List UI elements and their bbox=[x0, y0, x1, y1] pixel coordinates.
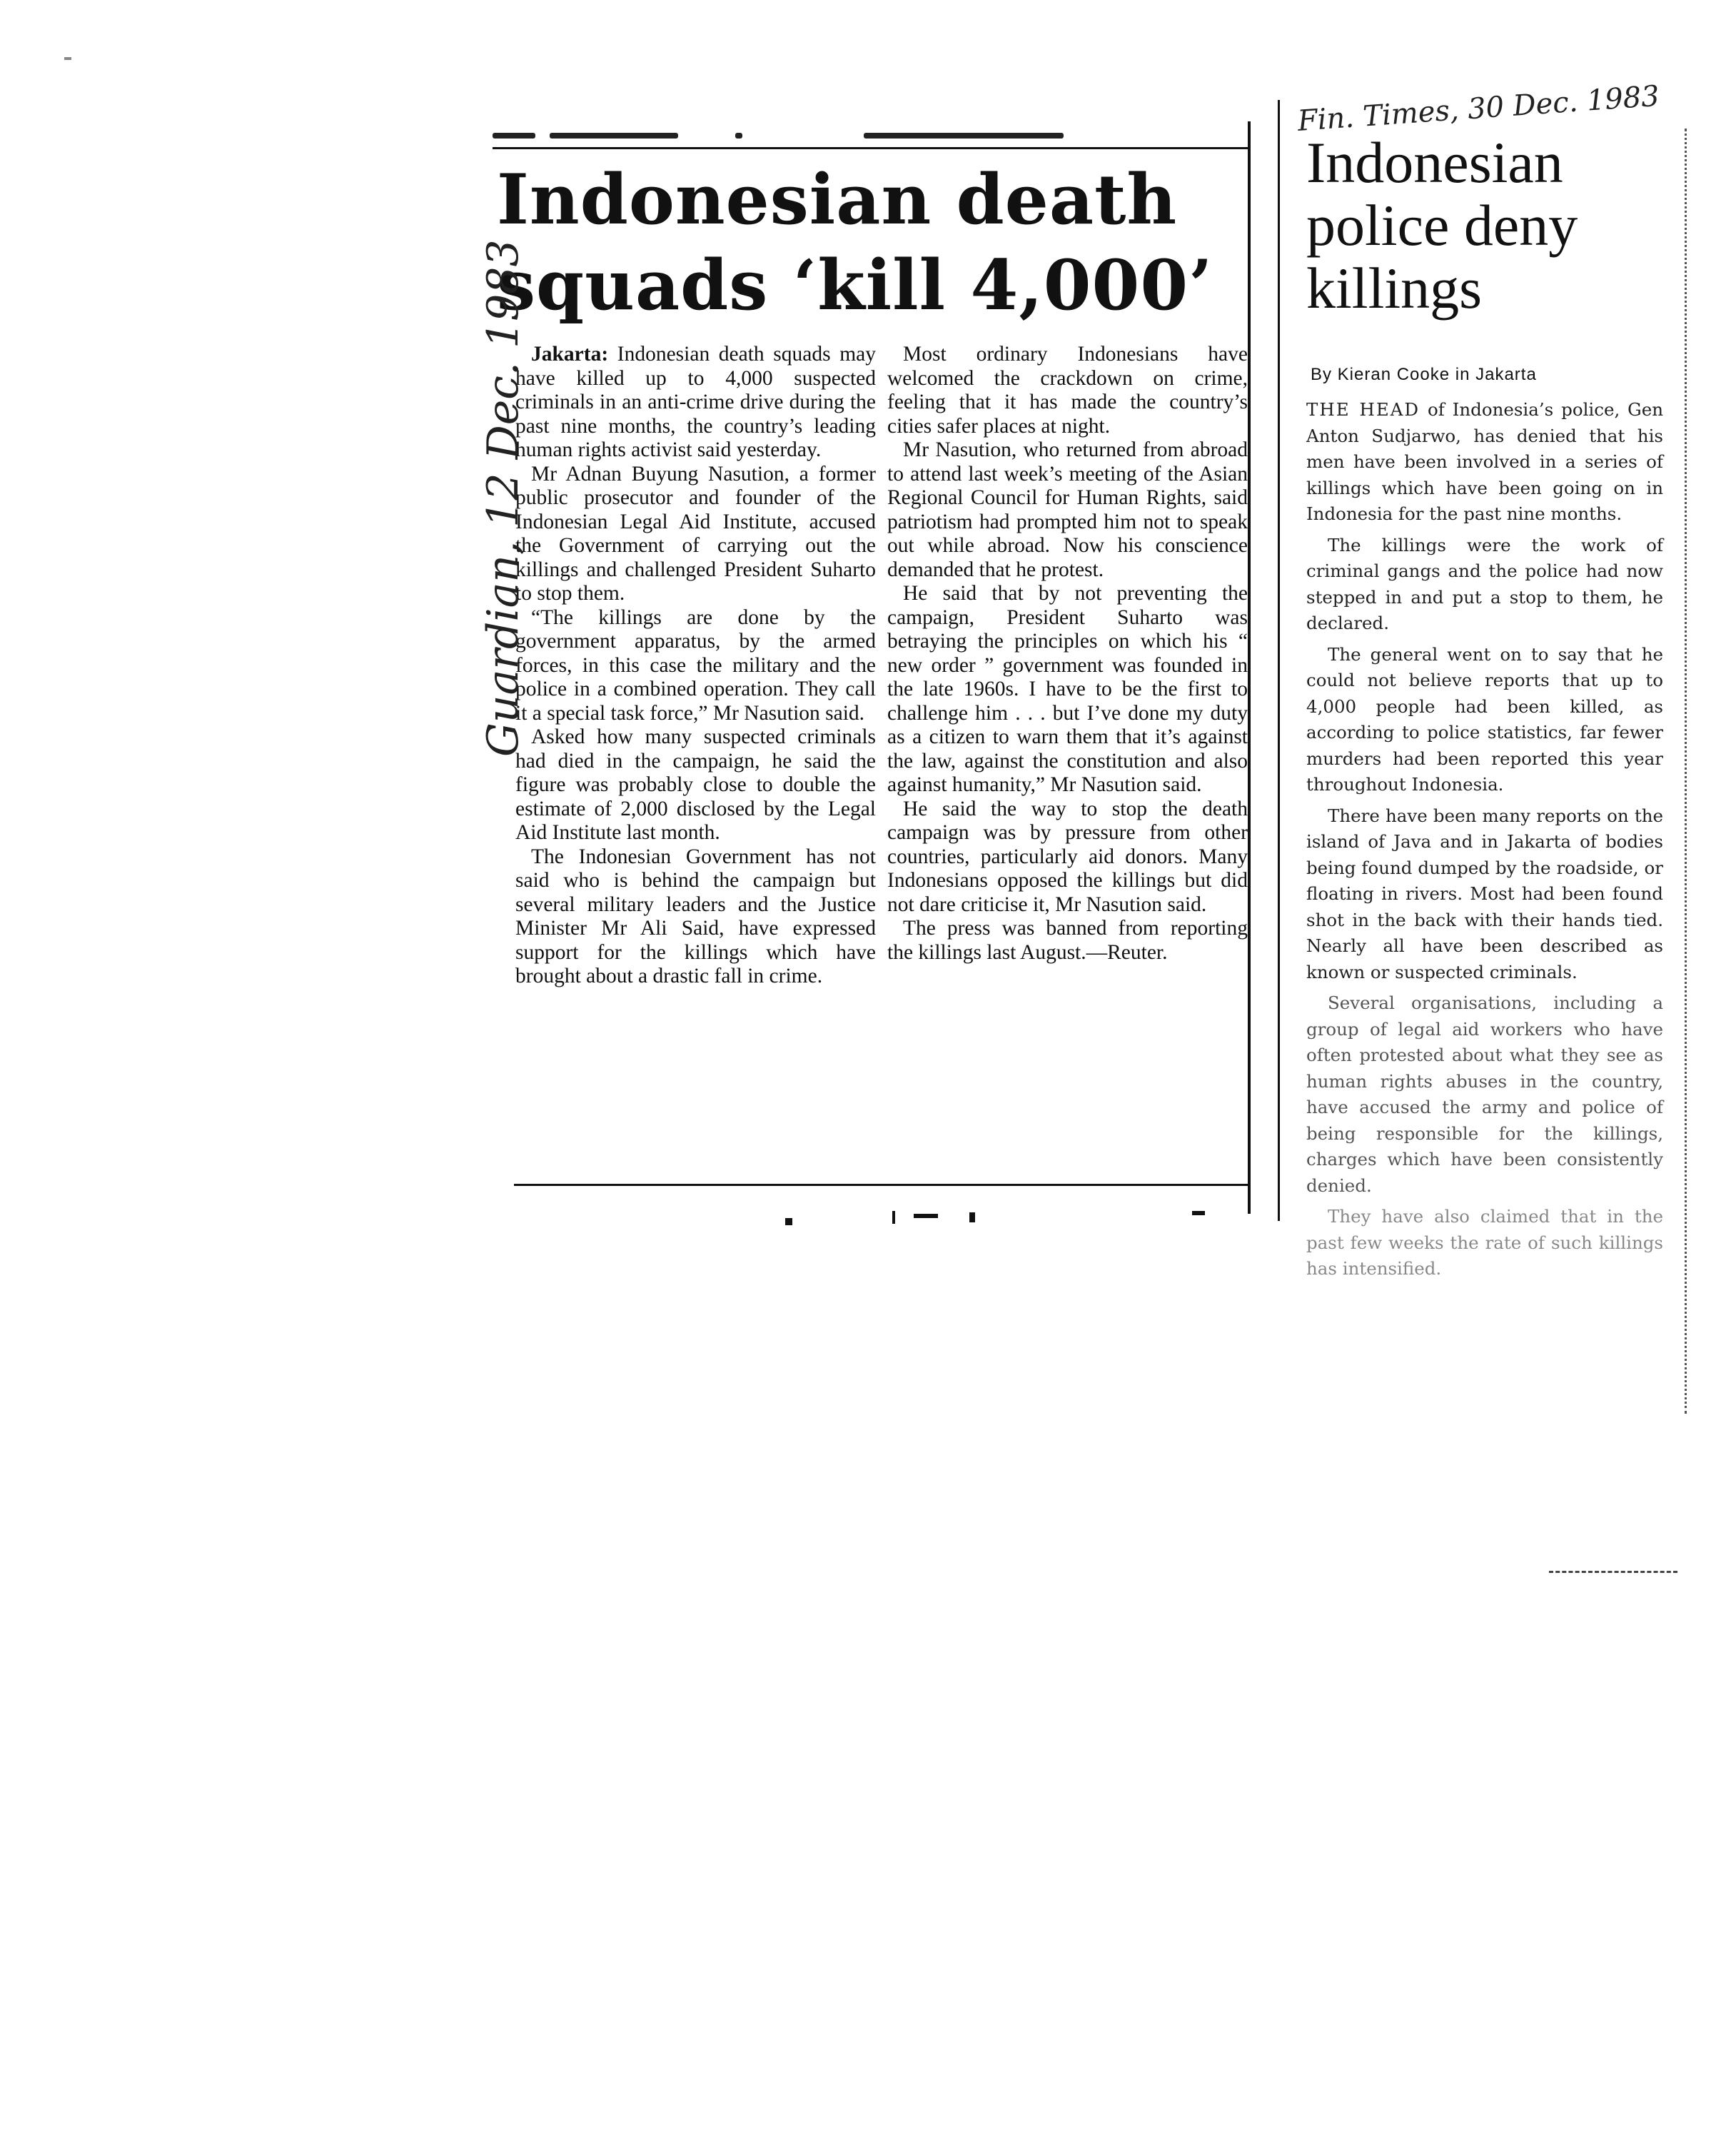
footer-rule bbox=[514, 1184, 1249, 1186]
ft-clipping bbox=[1278, 79, 1706, 1599]
clipping-edge-rule bbox=[1278, 100, 1280, 1221]
guardian-paragraph: The Indonesian Government has not said who is behind the campaign but several military leaders and the Justice Minister Mr Ali Said, have expressed support for the killings which have brought about a drastic fall in crime. bbox=[515, 845, 876, 987]
guardian-paragraph: Mr Nasution, who returned from abroad to attend last week’s meeting of the Asian Regional Council for Human Rights, said patriotism had prompted him not to speak out while abroad. Now his conscience demanded that he protest. bbox=[887, 438, 1248, 581]
ft-article-body bbox=[1306, 397, 1663, 1287]
guardian-headline-line1: Indonesian death bbox=[497, 159, 1178, 240]
guardian-clipping bbox=[493, 114, 1278, 1228]
ft-headline-line1: Indonesian bbox=[1306, 130, 1563, 195]
ft-paragraph: The general went on to say that he could not believe reports that up to 4,000 people had been killed, as according to police statistics, far fewer murders had been reported this year throughout Indonesia. bbox=[1306, 643, 1663, 795]
ft-paragraph: THE HEAD of Indonesia’s police, Gen Anton Sudjarwo, has denied that his men have been involved in a series of killings which have been going on in Indonesia for the past nine months. bbox=[1306, 399, 1663, 524]
ft-paragraph: They have also claimed that in the past few weeks the rate of such killings has intensified. bbox=[1306, 1206, 1663, 1279]
guardian-paragraph: The press was banned from reporting the killings last August.—Reuter. bbox=[887, 917, 1248, 964]
clipping-cut-edge bbox=[1685, 129, 1687, 1414]
masthead-rule bbox=[493, 147, 1249, 149]
handwritten-source-note-ft: Fin. Times, 30 Dec. 1983 bbox=[1296, 79, 1661, 138]
guardian-paragraph: Most ordinary Indonesians have welcomed the crackdown on crime, feeling that it has made the country’s cities safer places at night. bbox=[887, 343, 1248, 438]
ft-paragraph: The killings were the work of criminal gangs and the police had now stepped in and put a stop to them, he declared. bbox=[1306, 534, 1663, 633]
ft-lead-in: THE HEAD bbox=[1306, 399, 1420, 420]
ft-paragraph: There have been many reports on the island of Java and in Jakarta of bodies being found dumped by the roadside, or floating in rivers. Most had been found shot in the back with their hands tied. Nearly all have been described as known or suspected criminals. bbox=[1306, 805, 1663, 982]
guardian-column-1 bbox=[515, 343, 876, 989]
guardian-headline bbox=[497, 157, 1239, 328]
ft-headline-line3: killings bbox=[1306, 256, 1483, 321]
guardian-paragraph: He said that by not preventing the campaign, President Suharto was betraying the principles on which his “ new order ” government was founded in the late 1960s. I have to be the first to challenge him . . . but I’ve done my duty as a citizen to warn them that it’s against the law, against the constitution and also against humanity,” Mr Nasution said. bbox=[887, 582, 1248, 796]
guardian-paragraph: Mr Adnan Buyung Nasution, a former public prosecutor and founder of the Indonesian Legal Aid Institute, accused the Government of carrying out the killings and challenged President Suharto to stop them. bbox=[515, 462, 876, 605]
guardian-column-2 bbox=[887, 343, 1248, 965]
guardian-paragraph: Asked how many suspected criminals had died in the campaign, he said the figure was probably close to double the estimate of 2,000 disclosed by the Legal Aid Institute last month. bbox=[515, 725, 876, 844]
scan-speck bbox=[64, 57, 71, 60]
ft-headline-line2: police deny bbox=[1306, 193, 1578, 258]
ft-paragraph: Several organisations, including a group of legal aid workers who have often protested about what they see as human rights abuses in the country, have accused the army and police of being responsible for the killings, charges which have been consistently denied. bbox=[1306, 992, 1663, 1196]
ft-headline bbox=[1306, 131, 1677, 320]
handwritten-source-note-guardian: Guardian, 12 Dec. 1983 bbox=[478, 239, 528, 757]
cropped-footer-marks bbox=[493, 1207, 1249, 1228]
guardian-paragraph: Jakarta: Indonesian death squads may have killed up to 4,000 suspected criminals in an anti-crime drive during the past nine months, the country’s leading human rights activist said yesterday. bbox=[515, 343, 876, 461]
ft-byline: By Kieran Cooke in Jakarta bbox=[1311, 365, 1537, 384]
clipping-tail-mark bbox=[1549, 1571, 1677, 1580]
cropped-masthead bbox=[493, 123, 1249, 144]
column-divider-rule bbox=[1248, 121, 1251, 1214]
guardian-dateline: Jakarta: bbox=[531, 343, 609, 366]
guardian-paragraph: He said the way to stop the death campaign was by pressure from other countries, particularly aid donors. Many Indonesians opposed the killings but did not dare criticise it, Mr Nasution said. bbox=[887, 797, 1248, 916]
guardian-headline-line2: squads ‘kill 4,000’ bbox=[497, 245, 1213, 326]
guardian-paragraph: “The killings are done by the government apparatus, by the armed forces, in this case the military and the police in a combined operation. They call it a special task force,” Mr Nasution said. bbox=[515, 605, 876, 725]
